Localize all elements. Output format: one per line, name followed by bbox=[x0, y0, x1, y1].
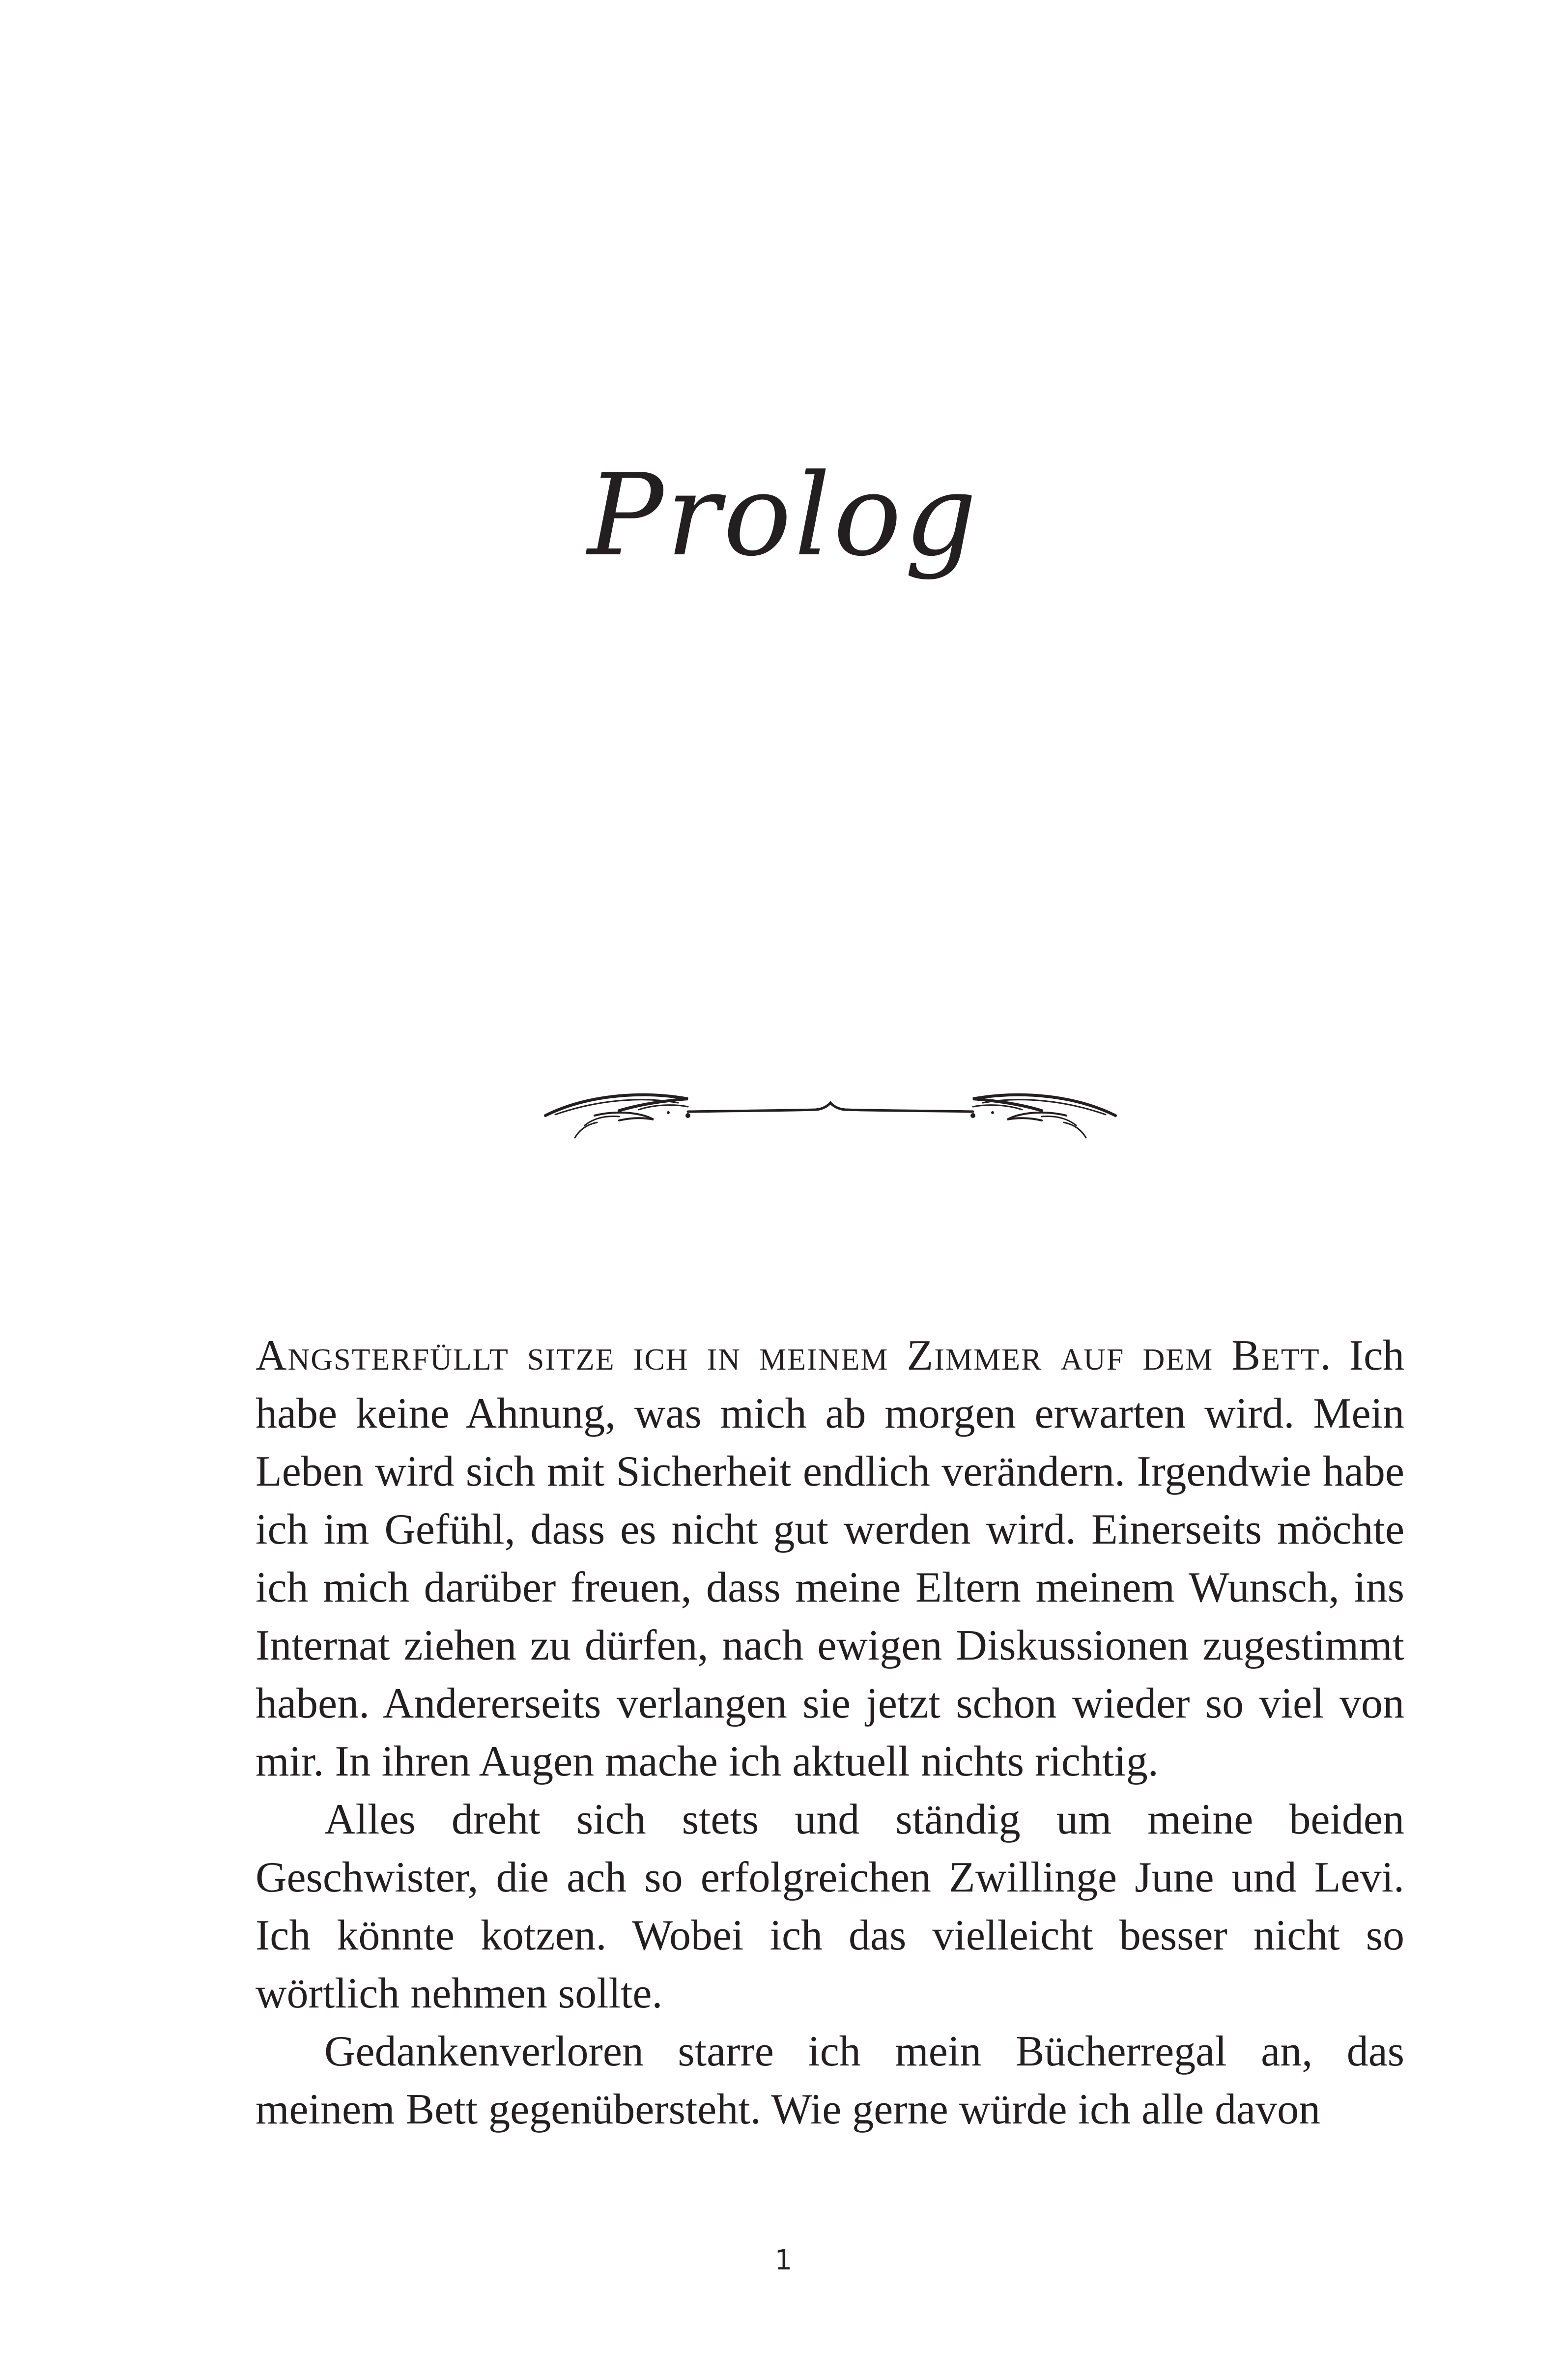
paragraph-1-text: Ich habe keine Ahnung, was mich ab morgen erwarten wird. Mein Leben wird sich mit Sicherheit endlich verändern. Irgendwie habe ich im Gefühl, dass es nicht gut werden wird. Einerseits möchte ich mich darüber freuen, dass meine Eltern meinem Wunsch, ins Internat ziehen zu dürfen, nach ewigen Diskussionen zugestimmt haben. Andererseits verlangen sie jetzt schon wieder so viel von mir. In ihren Augen mache ich aktuell nichts richtig. bbox=[256, 1332, 1405, 1785]
flourish-divider-icon bbox=[541, 1081, 1120, 1160]
chapter-body bbox=[256, 1327, 1404, 2139]
paragraph-1 bbox=[256, 1327, 1404, 1791]
lead-in-small-caps: Angsterfüllt sitze ich in meinem Zimmer auf dem Bett. bbox=[256, 1332, 1332, 1379]
paragraph-2: Alles dreht sich stets und ständig um meine beiden Geschwister, die ach so erfolgreichen Zwillinge June und Levi. Ich könnte kotzen. Wobei ich das vielleicht besser nicht so wörtlich nehmen sollte. bbox=[256, 1796, 1404, 2017]
chapter-title: Prolog bbox=[587, 450, 980, 581]
page-number: 1 bbox=[774, 2244, 793, 2276]
paragraph-3: Gedankenverloren starre ich mein Bücherregal an, das meinem Bett gegenübersteht. Wie gerne würde ich alle davon bbox=[256, 2028, 1404, 2133]
